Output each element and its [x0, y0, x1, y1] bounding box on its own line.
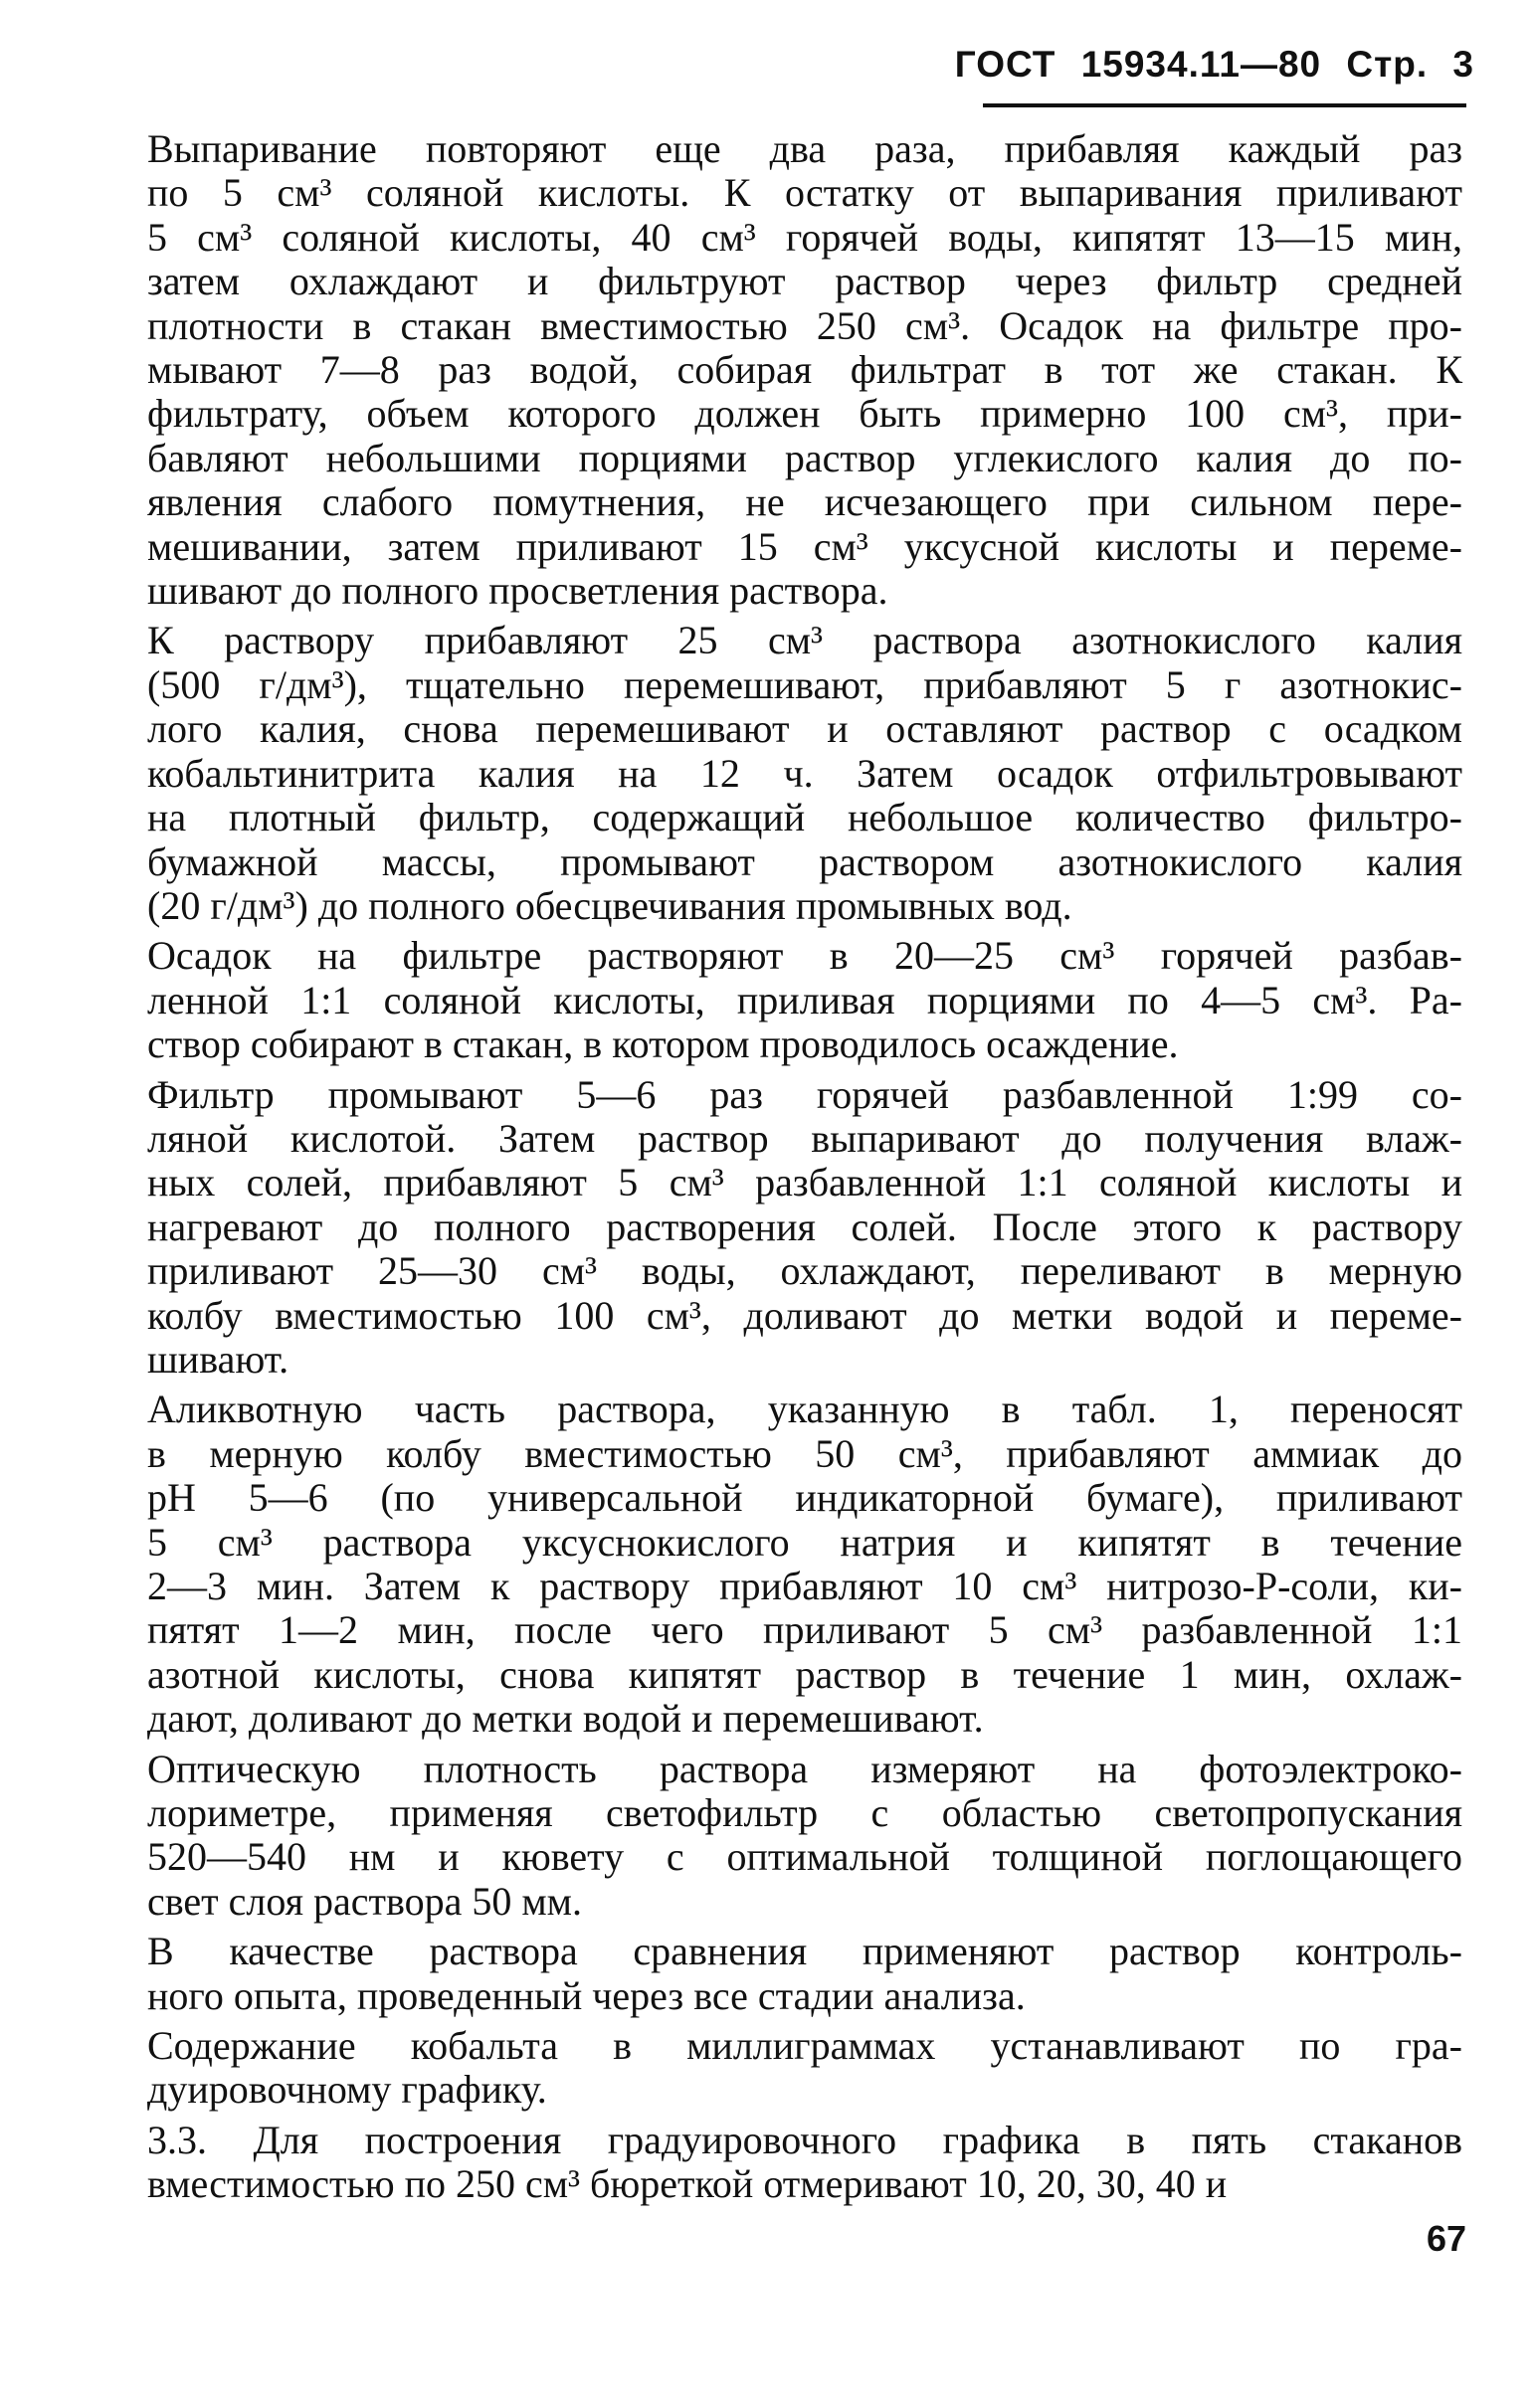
text-line: свет слоя раствора 50 мм.	[147, 1878, 582, 1924]
text-line: Оптическую плотность раствора измеряют на фотоэлектроко-	[147, 1746, 1462, 1791]
paragraph	[147, 619, 1462, 928]
text-line: Содержание кобальта в миллиграммах устанавливают по гра-	[147, 2023, 1462, 2069]
header-page-label: Стр. 3	[1346, 44, 1474, 85]
text-line: pH 5—6 (по универсальной индикаторной бумаге), приливают	[147, 1475, 1462, 1521]
text-line: мешивании, затем приливают 15 см³ уксусной кислоты и переме-	[147, 523, 1462, 569]
header-rule	[983, 103, 1466, 107]
paragraph	[147, 934, 1462, 1066]
paragraph	[147, 1388, 1462, 1741]
text-line: Выпаривание повторяют еще два раза, прибавляя каждый раз	[147, 126, 1462, 171]
header-number: 15934.11—80	[1080, 44, 1322, 85]
text-line: лого калия, снова перемешивают и оставляют раствор с осадком	[147, 706, 1462, 752]
text-line: пятят 1—2 мин, после чего приливают 5 см³ разбавленной 1:1	[147, 1607, 1462, 1653]
text-line: 5 см³ раствора уксуснокислого натрия и кипятят в течение	[147, 1519, 1462, 1565]
text-line: (20 г/дм³) до полного обесцвечивания промывных вод.	[147, 882, 1072, 928]
text-line: К раствору прибавляют 25 см³ раствора азотнокислого калия	[147, 618, 1462, 663]
text-line: ленной 1:1 соляной кислоты, приливая порциями по 4—5 см³. Ра-	[147, 977, 1462, 1022]
text-line: кобальтинитрита калия на 12 ч. Затем осадок отфильтровывают	[147, 750, 1462, 796]
text-line: лориметре, применяя светофильтр с областью светопропускания	[147, 1790, 1462, 1836]
body-text	[147, 127, 1462, 2207]
text-line: колбу вместимостью 100 см³, доливают до метки водой и переме-	[147, 1292, 1462, 1338]
text-line: мывают 7—8 раз водой, собирая фильтрат в тот же стакан. К	[147, 347, 1462, 393]
text-line: В качестве раствора сравнения применяют раствор контроль-	[147, 1929, 1462, 1974]
paragraph	[147, 2024, 1462, 2113]
text-line: нагревают до полного растворения солей. После этого к раствору	[147, 1204, 1462, 1249]
text-line: 3.3. Для построения градуировочного графика в пять стаканов	[147, 2117, 1462, 2162]
text-line: ного опыта, проведенный через все стадии анализа.	[147, 1972, 1026, 2018]
text-line: явления слабого помутнения, не исчезающего при сильном пере-	[147, 479, 1462, 525]
text-line: створ собирают в стакан, в котором проводилось осаждение.	[147, 1021, 1179, 1067]
header-standard: ГОСТ	[954, 44, 1056, 85]
paragraph	[147, 1073, 1462, 1383]
text-line: 520—540 нм и кювету с оптимальной толщиной поглощающего	[147, 1834, 1462, 1880]
text-line: фильтрату, объем которого должен быть примерно 100 см³, при-	[147, 391, 1462, 437]
text-line: затем охлаждают и фильтруют раствор через фильтр средней	[147, 259, 1462, 304]
text-line: в мерную колбу вместимостью 50 см³, прибавляют аммиак до	[147, 1430, 1462, 1476]
text-line: Аликвотную часть раствора, указанную в табл. 1, переносят	[147, 1387, 1462, 1432]
text-line: Фильтр промывают 5—6 раз горячей разбавленной 1:99 со-	[147, 1071, 1462, 1117]
text-line: ных солей, прибавляют 5 см³ разбавленной 1:1 соляной кислоты и	[147, 1160, 1462, 1205]
text-line: бавляют небольшими порциями раствор углекислого калия до по-	[147, 435, 1462, 480]
text-line: Осадок на фильтре растворяют в 20—25 см³ горячей разбав-	[147, 933, 1462, 979]
paragraph	[147, 1930, 1462, 2018]
page-number: 67	[1426, 2218, 1466, 2259]
text-line: (500 г/дм³), тщательно перемешивают, прибавляют 5 г азотнокис-	[147, 661, 1462, 707]
text-line: дают, доливают до метки водой и перемешивают.	[147, 1696, 984, 1742]
text-line: приливают 25—30 см³ воды, охлаждают, переливают в мерную	[147, 1248, 1462, 1294]
paragraph	[147, 1748, 1462, 1925]
paragraph	[147, 127, 1462, 613]
text-line: на плотный фильтр, содержащий небольшое количество фильтро-	[147, 795, 1462, 840]
text-line: шивают.	[147, 1336, 289, 1382]
text-line: шивают до полного просветления раствора.	[147, 568, 888, 614]
paragraph	[147, 2119, 1462, 2207]
text-line: бумажной массы, промывают раствором азотнокислого калия	[147, 838, 1462, 884]
text-line: азотной кислоты, снова кипятят раствор в течение 1 мин, охлаж-	[147, 1651, 1462, 1697]
text-line: дуировочному графику.	[147, 2067, 547, 2113]
text-line: плотности в стакан вместимостью 250 см³. Осадок на фильтре про-	[147, 302, 1462, 348]
text-line: 5 см³ соляной кислоты, 40 см³ горячей воды, кипятят 13—15 мин,	[147, 214, 1462, 260]
text-line: по 5 см³ соляной кислоты. К остатку от выпаривания приливают	[147, 170, 1462, 216]
running-header	[955, 44, 1474, 86]
text-line: 2—3 мин. Затем к раствору прибавляют 10 см³ нитрозо-Р-соли, ки-	[147, 1564, 1462, 1608]
text-line: вместимостью по 250 см³ бюреткой отмеривают 10, 20, 30, 40 и	[147, 2161, 1228, 2207]
text-line: ляной кислотой. Затем раствор выпаривают до получения влаж-	[147, 1115, 1462, 1161]
